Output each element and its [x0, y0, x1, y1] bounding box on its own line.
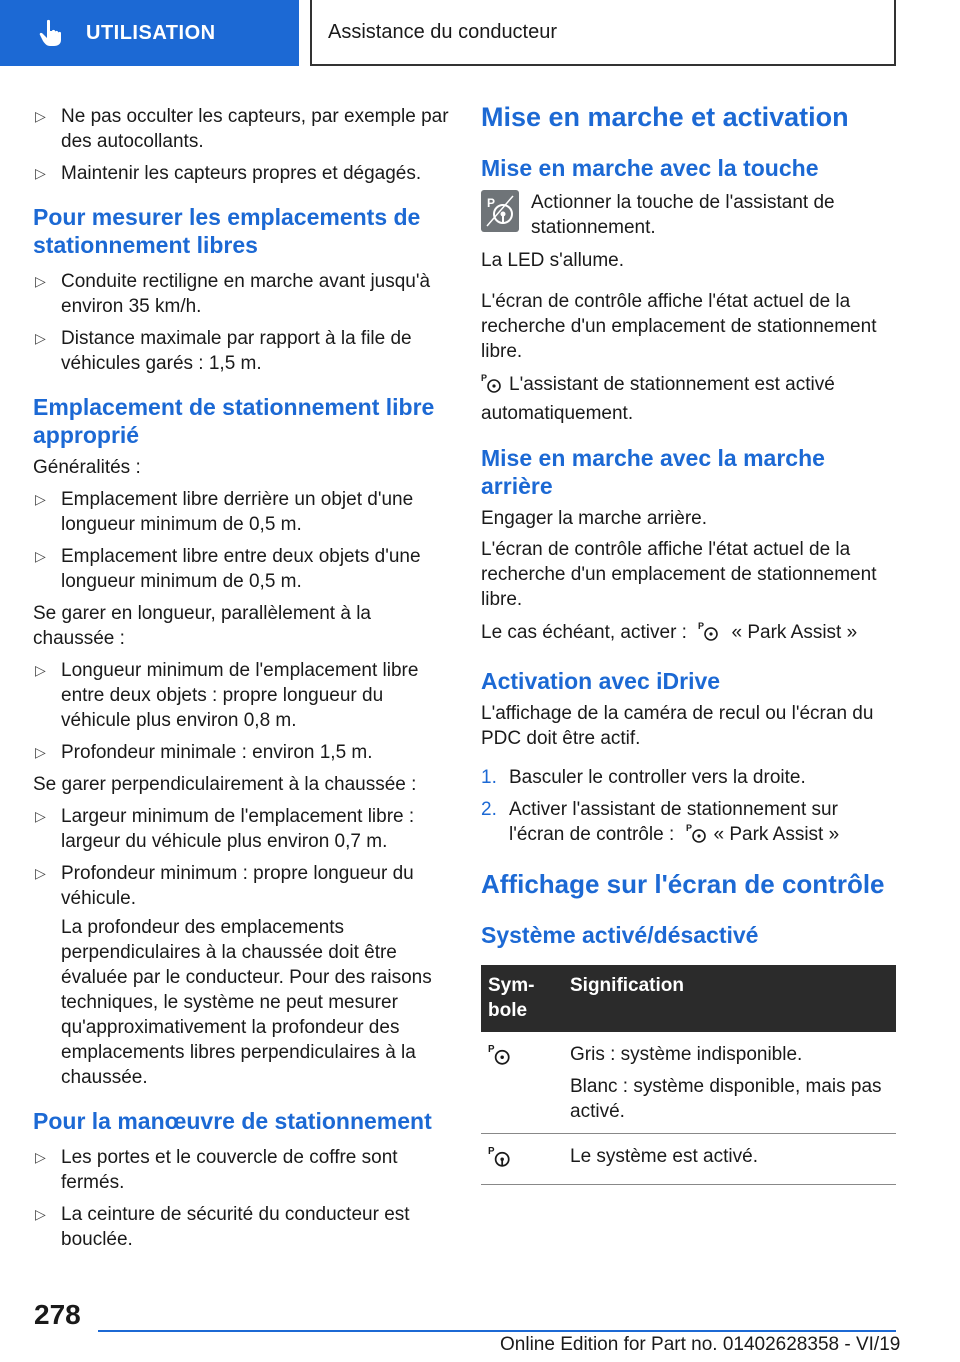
led-text: La LED s'allume.: [481, 250, 625, 271]
engage-reverse-text: Engager la marche arrière.: [481, 508, 707, 529]
list-item: ▷ Distance maximale par rapport à la file de véhicules garés : 1,5 m.: [35, 328, 412, 374]
triangle-bullet-icon: ▷: [35, 1206, 46, 1222]
triangle-bullet-icon: ▷: [35, 808, 46, 824]
sensor-list: [33, 104, 453, 186]
svg-text:P: P: [698, 621, 705, 631]
perpendicular-label: Se garer perpendiculairement à la chaussée :: [33, 774, 417, 795]
triangle-bullet-icon: ▷: [35, 662, 46, 678]
parallel-list: [33, 658, 453, 765]
page-number: 278: [34, 1299, 81, 1330]
parallel-label: Se garer en longueur, parallèlement à la chaussée :: [33, 603, 372, 649]
svg-text:P: P: [487, 196, 496, 210]
park-assist-icon: [686, 822, 708, 851]
heading-idrive: Activation avec iDrive: [481, 668, 721, 694]
svg-text:P: P: [488, 1145, 495, 1157]
triangle-bullet-icon: ▷: [35, 744, 46, 760]
list-item: ▷ Ne pas occulter les capteurs, par exemple par des autocollants.: [35, 106, 449, 152]
meaning-cell: Gris : système indisponible. Blanc : système disponible, mais pas activé.: [563, 1032, 896, 1134]
heading-measure: Pour mesurer les emplacements de stationnement libres: [33, 204, 421, 258]
footer-divider: [98, 1330, 896, 1332]
park-assist-icon: [481, 372, 503, 401]
activate-instruction: Le cas échéant, activer : P « Park Assist »: [481, 620, 896, 649]
svg-text:P: P: [488, 1043, 495, 1055]
general-list: [33, 487, 453, 594]
heading-maneuver: Pour la manœuvre de stationnement: [33, 1108, 432, 1134]
list-item: 1. Basculer le controller vers la droite.: [481, 767, 806, 788]
list-item: ▷ Longueur minimum de l'emplacement libre entre deux objets : propre longueur du véhicule plus environ 0,8 m.: [35, 660, 419, 731]
triangle-bullet-icon: ▷: [35, 1149, 46, 1165]
list-item: ▷ Emplacement libre derrière un objet d'une longueur minimum de 0,5 m.: [35, 489, 414, 535]
heading-suitable-space: Emplacement de stationnement libre approprié: [33, 394, 435, 448]
left-column: [33, 100, 453, 1259]
table-row: [481, 1032, 896, 1134]
list-item: 2. Activer l'assistant de stationnement sur l'écran de contrôle : P « Park Assist »: [481, 797, 896, 851]
svg-text:P: P: [685, 823, 692, 833]
list-item: ▷ Emplacement libre entre deux objets d'une longueur minimum de 0,5 m.: [35, 546, 421, 592]
list-item: ▷ Maintenir les capteurs propres et dégagés.: [35, 163, 422, 184]
tab-label: UTILISATION: [86, 21, 216, 44]
maneuver-list: [33, 1145, 453, 1252]
general-label: Généralités :: [33, 457, 141, 478]
triangle-bullet-icon: ▷: [35, 491, 46, 507]
column-header-meaning: Signification: [563, 965, 896, 1032]
park-button-row: [481, 190, 896, 240]
hand-pointer-icon: [38, 19, 66, 47]
screen-status-text-2: L'écran de contrôle affiche l'état actuel de la recherche d'un emplacement de stationnement libre.: [481, 539, 877, 610]
measure-list: [33, 269, 453, 376]
perpendicular-note: La profondeur des emplacements perpendiculaires à la chaussée doit être évaluée par le conducteur. Pour des raisons techniques, le système ne peut mesurer qu'approximativement la profondeur des emplacements libres perpendiculaires à la chaussée.: [61, 917, 432, 1088]
perpendicular-list: [33, 804, 453, 1090]
heading-reverse: Mise en marche avec la marche arrière: [481, 445, 825, 499]
table-row: [481, 1134, 896, 1185]
tab-utilisation[interactable]: [0, 0, 299, 66]
screen-status-text: L'écran de contrôle affiche l'état actuel de la recherche d'un emplacement de stationnement libre.: [481, 291, 877, 362]
page-header: [0, 0, 960, 66]
auto-active-text: P L'assistant de stationnement est activé automatiquement.: [481, 373, 835, 424]
table-header-row: [481, 965, 896, 1032]
triangle-bullet-icon: ▷: [35, 865, 46, 881]
right-column: [481, 100, 896, 1185]
list-item: ▷ Les portes et le couvercle de coffre sont fermés.: [35, 1147, 398, 1193]
footer-edition: Online Edition for Part no. 01402628358 - VI/19: [500, 1334, 901, 1355]
triangle-bullet-icon: ▷: [35, 273, 46, 289]
meaning-cell: Le système est activé.: [563, 1134, 896, 1185]
symbol-table: [481, 965, 896, 1185]
symbol-cell: [481, 1032, 563, 1134]
symbol-cell: [481, 1134, 563, 1185]
park-assist-icon: [698, 620, 720, 649]
triangle-bullet-icon: ▷: [35, 548, 46, 564]
heading-activation: Mise en marche et activation: [481, 102, 849, 132]
svg-text:P: P: [481, 373, 488, 383]
column-header-symbol: Sym-bole: [481, 965, 563, 1032]
section-title: Assistance du conducteur: [310, 0, 896, 66]
list-item: ▷ Largeur minimum de l'emplacement libre : largeur du véhicule plus environ 0,7 m.: [35, 806, 415, 852]
park-assist-inactive-icon: [488, 1043, 512, 1071]
heading-display: Affichage sur l'écran de contrôle: [481, 869, 885, 899]
heading-button: Mise en marche avec la touche: [481, 155, 819, 181]
park-assist-button-icon: [481, 190, 519, 232]
list-item: ▷ Profondeur minimum : propre longueur du véhicule. La profondeur des emplacements perpendiculaires à la chaussée doit être évaluée par le conducteur. Pour des raisons techniques, le système ne peut mesurer qu'approximativement la profondeur des emplacements libres perpendiculaires à la chaussée.: [33, 861, 453, 1090]
triangle-bullet-icon: ▷: [35, 165, 46, 181]
button-instruction: Actionner la touche de l'assistant de stationnement.: [531, 192, 835, 238]
list-item: ▷ Conduite rectiligne en marche avant jusqu'à environ 35 km/h.: [35, 271, 431, 317]
park-assist-active-icon: [488, 1145, 512, 1173]
idrive-steps: [481, 765, 896, 851]
list-item: ▷ La ceinture de sécurité du conducteur est bouclée.: [35, 1204, 410, 1250]
triangle-bullet-icon: ▷: [35, 108, 46, 124]
heading-system-state: Système activé/désactivé: [481, 922, 759, 948]
idrive-text: L'affichage de la caméra de recul ou l'écran du PDC doit être actif.: [481, 703, 874, 749]
triangle-bullet-icon: ▷: [35, 330, 46, 346]
list-item: ▷ Profondeur minimale : environ 1,5 m.: [35, 742, 373, 763]
